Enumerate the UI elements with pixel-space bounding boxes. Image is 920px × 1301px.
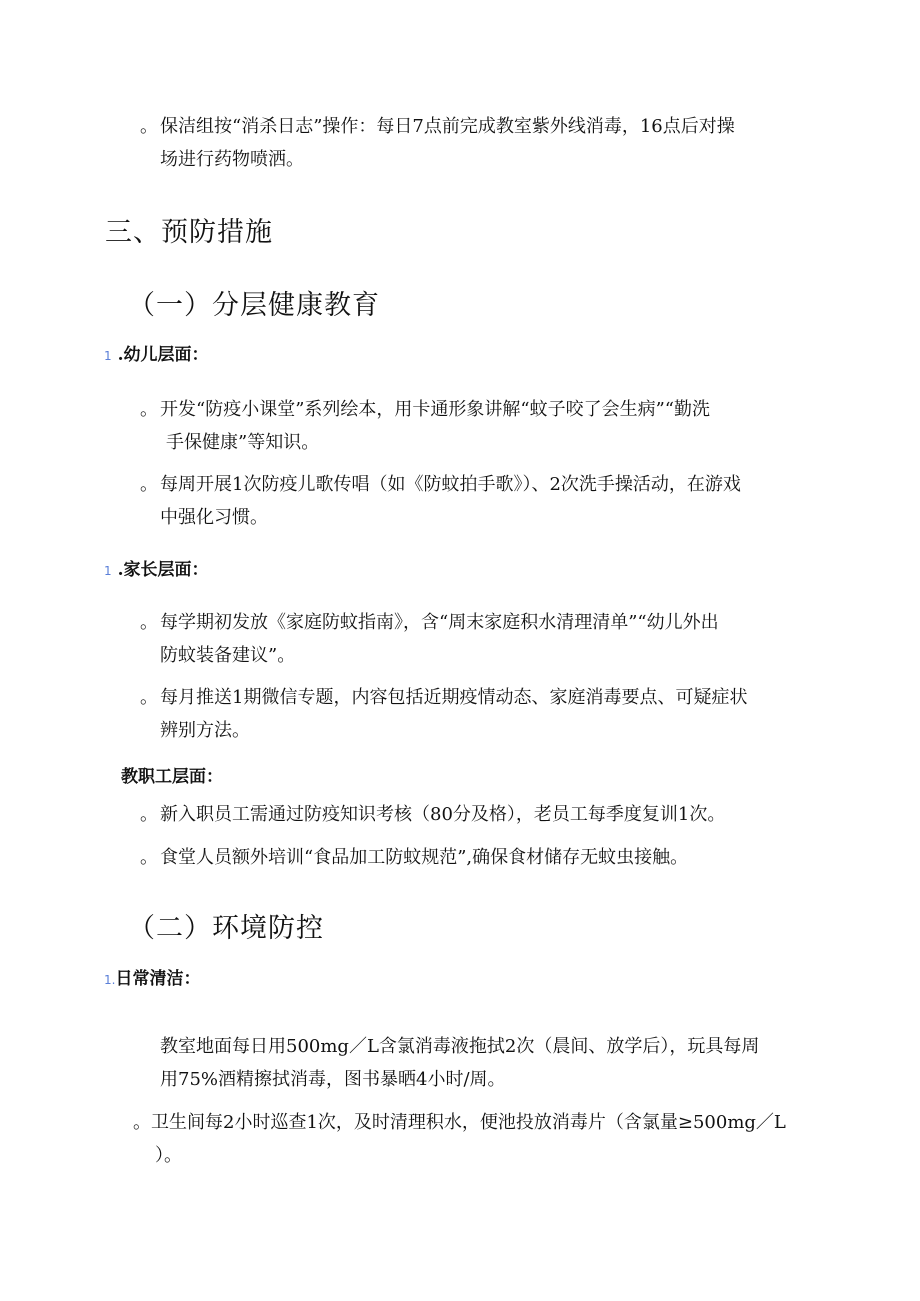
bullet-mark: 。 [140, 399, 158, 420]
list-number: 1. [104, 973, 116, 987]
bullet-item [133, 1106, 786, 1139]
paragraph-line: 教室地面每日用500mg／L含氯消毒液拖拭2次（晨间、放学后），玩具每周 [160, 1036, 760, 1057]
text-line: 保洁组按“消杀日志”操作：每日7点前完成教室紫外线消毒，16点后对操 [160, 116, 735, 137]
text-line: 每周开展1次防疫儿歌传唱（如《防蚊拍手歌》）、2次洗手操活动，在游戏 [160, 474, 741, 495]
bullet-item [140, 468, 741, 501]
bullet-mark: 。 [140, 474, 158, 495]
list-heading [104, 340, 208, 365]
text-line: 新入职员工需通过防疫知识考核（80分及格），老员工每季度复训1次。 [160, 804, 726, 825]
subsection-title: （一）分层健康教育 [128, 290, 380, 321]
bullet-mark: 。 [140, 116, 158, 137]
list-label: 日常清洁： [115, 969, 201, 989]
bullet-item [140, 606, 719, 639]
subsection-title: （二）环境防控 [128, 913, 324, 944]
bullet-item [140, 841, 688, 874]
text-line: 食堂人员额外培训“食品加工防蚊规范”,确保食材储存无蚊虫接触。 [160, 847, 689, 868]
list-label: .家长层面： [117, 560, 209, 580]
text-line: 中强化习惯。 [160, 507, 268, 528]
list-heading: 教职工层面： [121, 767, 223, 787]
list-number: 1 [104, 564, 112, 578]
text-line: 每月推送1期微信专题，内容包括近期疫情动态、家庭消毒要点、可疑症状 [160, 687, 748, 708]
paragraph-line: 用75%酒精擦拭消毒，图书暴晒4小时/周。 [160, 1069, 506, 1090]
section-title: 三、预防措施 [105, 217, 273, 248]
bullet-item [140, 798, 725, 831]
bullet-mark: 。 [140, 804, 158, 825]
list-label: .幼儿层面： [117, 345, 209, 365]
bullet-mark: 。 [133, 1112, 151, 1133]
text-line: 每学期初发放《家庭防蚊指南》，含“周末家庭积水清理清单”“幼儿外出 [160, 612, 719, 633]
text-line: 手保健康”等知识。 [166, 432, 320, 453]
bullet-item [140, 681, 747, 714]
bullet-mark: 。 [140, 847, 158, 868]
bullet-mark: 。 [140, 687, 158, 708]
bullet-item [140, 393, 710, 426]
bullet-item [140, 110, 735, 143]
text-line: 卫生间每2小时巡查1次，及时清理积水，便池投放消毒片（含氯量≥500mg／L [151, 1112, 786, 1133]
list-number: 1 [104, 349, 112, 363]
text-line: 防蚊装备建议”。 [160, 645, 296, 666]
bullet-mark: 。 [140, 612, 158, 633]
text-line: 辨别方法。 [160, 720, 250, 741]
text-line: 场进行药物喷洒。 [160, 149, 304, 170]
text-line: 开发“防疫小课堂”系列绘本，用卡通形象讲解“蚊子咬了会生病”“勤洗 [160, 399, 711, 420]
list-heading [104, 555, 208, 580]
text-line: ）。 [155, 1145, 182, 1166]
list-heading [104, 964, 200, 989]
